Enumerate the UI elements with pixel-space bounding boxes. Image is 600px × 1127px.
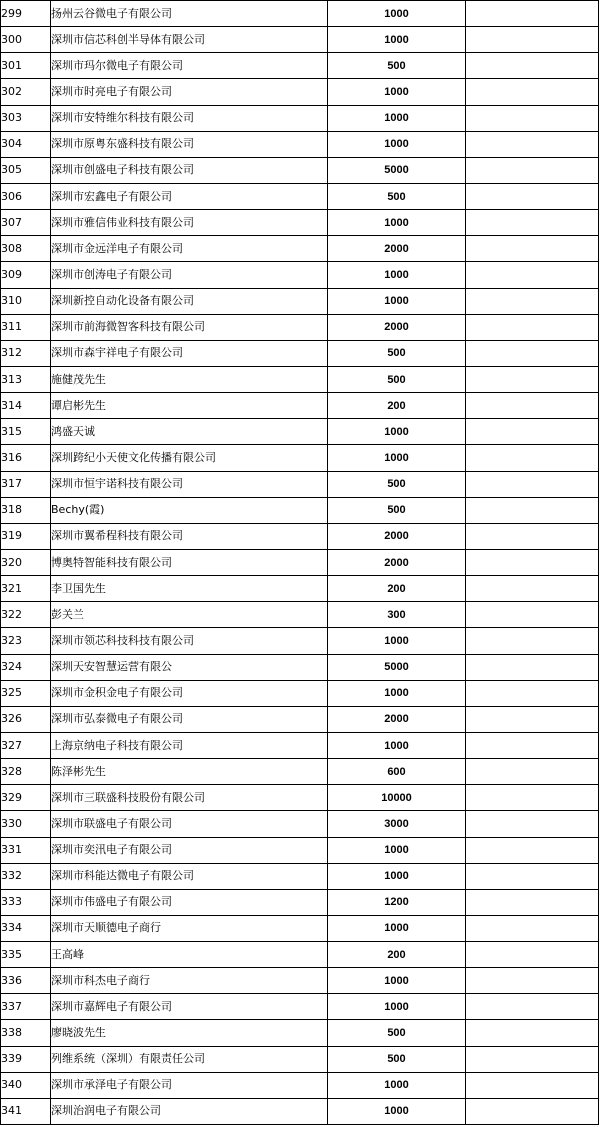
row-number-cell: 331 [1,837,51,863]
table-row [1,288,599,314]
row-number-cell: 304 [1,131,51,157]
row-number-cell: 330 [1,811,51,837]
donor-name-cell: 王高峰 [51,942,328,968]
table-row [1,262,599,288]
note-cell [466,393,599,419]
donor-name-cell: 深圳市玛尔微电子有限公司 [51,53,328,79]
amount-cell: 600 [328,759,466,785]
amount-cell: 1000 [328,210,466,236]
row-number-cell: 301 [1,53,51,79]
table-row [1,968,599,994]
table-row [1,105,599,131]
row-number-cell: 313 [1,366,51,392]
amount-cell: 200 [328,942,466,968]
row-number-cell: 311 [1,314,51,340]
table-row [1,811,599,837]
note-cell [466,105,599,131]
donor-name-cell: 深圳治润电子有限公司 [51,1098,328,1124]
note-cell [466,1046,599,1072]
table-row [1,1046,599,1072]
amount-cell: 1000 [328,79,466,105]
amount-cell: 1000 [328,628,466,654]
donor-name-cell: 列维系统（深圳）有限责任公司 [51,1046,328,1072]
amount-cell: 2000 [328,706,466,732]
table-row [1,523,599,549]
amount-cell: 500 [328,366,466,392]
note-cell [466,523,599,549]
amount-cell: 1000 [328,680,466,706]
table-row [1,549,599,575]
donor-name-cell: 陈泽彬先生 [51,759,328,785]
row-number-cell: 323 [1,628,51,654]
donor-name-cell: 深圳市奕汛电子有限公司 [51,837,328,863]
table-row [1,602,599,628]
row-number-cell: 307 [1,210,51,236]
donor-name-cell: 深圳市伟盛电子有限公司 [51,889,328,915]
amount-cell: 1000 [328,27,466,53]
row-number-cell: 327 [1,732,51,758]
amount-cell: 200 [328,576,466,602]
table-row [1,445,599,471]
amount-cell: 500 [328,53,466,79]
note-cell [466,759,599,785]
note-cell [466,131,599,157]
table-row [1,340,599,366]
donation-table-body [1,1,599,1125]
row-number-cell: 336 [1,968,51,994]
donor-name-cell: 深圳市创盛电子科技有限公司 [51,157,328,183]
row-number-cell: 328 [1,759,51,785]
amount-cell: 1200 [328,889,466,915]
donor-name-cell: 深圳市时亮电子有限公司 [51,79,328,105]
donor-name-cell: 深圳市金积金电子有限公司 [51,680,328,706]
row-number-cell: 335 [1,942,51,968]
donor-name-cell: 彭关兰 [51,602,328,628]
table-row [1,680,599,706]
row-number-cell: 318 [1,497,51,523]
donor-name-cell: 深圳市领芯科技科技有限公司 [51,628,328,654]
donor-name-cell: 深圳市承泽电子有限公司 [51,1072,328,1098]
table-row [1,314,599,340]
note-cell [466,210,599,236]
table-row [1,497,599,523]
donor-name-cell: 廖晓波先生 [51,1020,328,1046]
note-cell [466,53,599,79]
note-cell [466,811,599,837]
note-cell [466,288,599,314]
donor-name-cell: 深圳市三联盛科技股份有限公司 [51,785,328,811]
table-row [1,1020,599,1046]
table-row [1,393,599,419]
note-cell [466,1020,599,1046]
row-number-cell: 306 [1,183,51,209]
table-row [1,236,599,262]
donor-name-cell: 深圳市翼希程科技有限公司 [51,523,328,549]
donor-name-cell: 深圳市恒宇诺科技有限公司 [51,471,328,497]
row-number-cell: 309 [1,262,51,288]
note-cell [466,863,599,889]
table-row [1,27,599,53]
amount-cell: 500 [328,471,466,497]
row-number-cell: 329 [1,785,51,811]
row-number-cell: 326 [1,706,51,732]
donor-name-cell: 深圳市信芯科创半导体有限公司 [51,27,328,53]
donor-name-cell: 施健茂先生 [51,366,328,392]
amount-cell: 2000 [328,549,466,575]
note-cell [466,942,599,968]
donor-name-cell: 深圳市嘉辉电子有限公司 [51,994,328,1020]
row-number-cell: 320 [1,549,51,575]
amount-cell: 500 [328,497,466,523]
table-row [1,915,599,941]
note-cell [466,1098,599,1124]
amount-cell: 5000 [328,157,466,183]
amount-cell: 300 [328,602,466,628]
table-row [1,419,599,445]
table-row [1,576,599,602]
donor-name-cell: 深圳市创涛电子有限公司 [51,262,328,288]
row-number-cell: 299 [1,1,51,27]
note-cell [466,549,599,575]
amount-cell: 1000 [328,732,466,758]
amount-cell: 1000 [328,1072,466,1098]
amount-cell: 5000 [328,654,466,680]
donor-name-cell: 深圳市联盛电子有限公司 [51,811,328,837]
note-cell [466,785,599,811]
note-cell [466,628,599,654]
row-number-cell: 315 [1,419,51,445]
table-row [1,942,599,968]
table-row [1,131,599,157]
row-number-cell: 302 [1,79,51,105]
row-number-cell: 300 [1,27,51,53]
row-number-cell: 339 [1,1046,51,1072]
table-row [1,471,599,497]
donor-name-cell: 深圳市宏鑫电子有限公司 [51,183,328,209]
table-row [1,889,599,915]
table-row [1,1098,599,1124]
note-cell [466,1072,599,1098]
amount-cell: 10000 [328,785,466,811]
table-row [1,863,599,889]
amount-cell: 2000 [328,236,466,262]
amount-cell: 1000 [328,1,466,27]
donor-name-cell: 深圳市森宇祥电子有限公司 [51,340,328,366]
row-number-cell: 341 [1,1098,51,1124]
donor-name-cell: 深圳市弘泰微电子有限公司 [51,706,328,732]
amount-cell: 1000 [328,288,466,314]
amount-cell: 2000 [328,314,466,340]
note-cell [466,27,599,53]
donor-name-cell: 博奥特智能科技有限公司 [51,549,328,575]
donor-name-cell: 深圳天安智慧运营有限公 [51,654,328,680]
donor-name-cell: 深圳市安特维尔科技有限公司 [51,105,328,131]
table-row [1,1,599,27]
note-cell [466,314,599,340]
donor-name-cell: 深圳市天顺德电子商行 [51,915,328,941]
note-cell [466,889,599,915]
donor-name-cell: 深圳市金远洋电子有限公司 [51,236,328,262]
donor-name-cell: 深圳跨纪小天使文化传播有限公司 [51,445,328,471]
amount-cell: 2000 [328,523,466,549]
row-number-cell: 321 [1,576,51,602]
donor-name-cell: 深圳市雅信伟业科技有限公司 [51,210,328,236]
donor-name-cell: 上海京纳电子科技有限公司 [51,732,328,758]
table-row [1,183,599,209]
amount-cell: 3000 [328,811,466,837]
amount-cell: 1000 [328,419,466,445]
row-number-cell: 338 [1,1020,51,1046]
note-cell [466,602,599,628]
note-cell [466,445,599,471]
donor-name-cell: 扬州云谷微电子有限公司 [51,1,328,27]
note-cell [466,654,599,680]
note-cell [466,732,599,758]
table-row [1,706,599,732]
amount-cell: 1000 [328,968,466,994]
donor-name-cell: 深圳市前海微智客科技有限公司 [51,314,328,340]
amount-cell: 1000 [328,105,466,131]
table-row [1,759,599,785]
note-cell [466,497,599,523]
table-row [1,157,599,183]
amount-cell: 1000 [328,262,466,288]
amount-cell: 500 [328,1020,466,1046]
note-cell [466,706,599,732]
table-row [1,837,599,863]
table-row [1,1072,599,1098]
note-cell [466,340,599,366]
table-row [1,53,599,79]
donor-name-cell: 深圳市原粤东盛科技有限公司 [51,131,328,157]
row-number-cell: 334 [1,915,51,941]
row-number-cell: 312 [1,340,51,366]
note-cell [466,262,599,288]
row-number-cell: 310 [1,288,51,314]
row-number-cell: 337 [1,994,51,1020]
row-number-cell: 333 [1,889,51,915]
donor-name-cell: 李卫国先生 [51,576,328,602]
donor-name-cell: 鸿盛天诚 [51,419,328,445]
amount-cell: 500 [328,340,466,366]
row-number-cell: 303 [1,105,51,131]
table-row [1,785,599,811]
note-cell [466,471,599,497]
amount-cell: 500 [328,1046,466,1072]
note-cell [466,915,599,941]
amount-cell: 1000 [328,837,466,863]
row-number-cell: 332 [1,863,51,889]
row-number-cell: 340 [1,1072,51,1098]
amount-cell: 1000 [328,863,466,889]
note-cell [466,968,599,994]
amount-cell: 200 [328,393,466,419]
row-number-cell: 322 [1,602,51,628]
row-number-cell: 316 [1,445,51,471]
row-number-cell: 317 [1,471,51,497]
donor-name-cell: 深圳市科杰电子商行 [51,968,328,994]
amount-cell: 1000 [328,131,466,157]
table-row [1,994,599,1020]
note-cell [466,157,599,183]
table-row [1,210,599,236]
table-row [1,366,599,392]
note-cell [466,236,599,262]
amount-cell: 1000 [328,994,466,1020]
note-cell [466,366,599,392]
amount-cell: 1000 [328,445,466,471]
note-cell [466,680,599,706]
note-cell [466,576,599,602]
note-cell [466,837,599,863]
row-number-cell: 305 [1,157,51,183]
note-cell [466,183,599,209]
note-cell [466,79,599,105]
row-number-cell: 324 [1,654,51,680]
table-row [1,654,599,680]
donor-name-cell: 深圳市科能达微电子有限公司 [51,863,328,889]
note-cell [466,1,599,27]
donor-name-cell: Bechy(霞) [51,497,328,523]
table-row [1,732,599,758]
donor-name-cell: 深圳新控自动化设备有限公司 [51,288,328,314]
note-cell [466,994,599,1020]
amount-cell: 1000 [328,915,466,941]
row-number-cell: 314 [1,393,51,419]
row-number-cell: 308 [1,236,51,262]
row-number-cell: 325 [1,680,51,706]
row-number-cell: 319 [1,523,51,549]
donor-name-cell: 谭启彬先生 [51,393,328,419]
amount-cell: 500 [328,183,466,209]
note-cell [466,419,599,445]
table-row [1,79,599,105]
amount-cell: 1000 [328,1098,466,1124]
table-row [1,628,599,654]
